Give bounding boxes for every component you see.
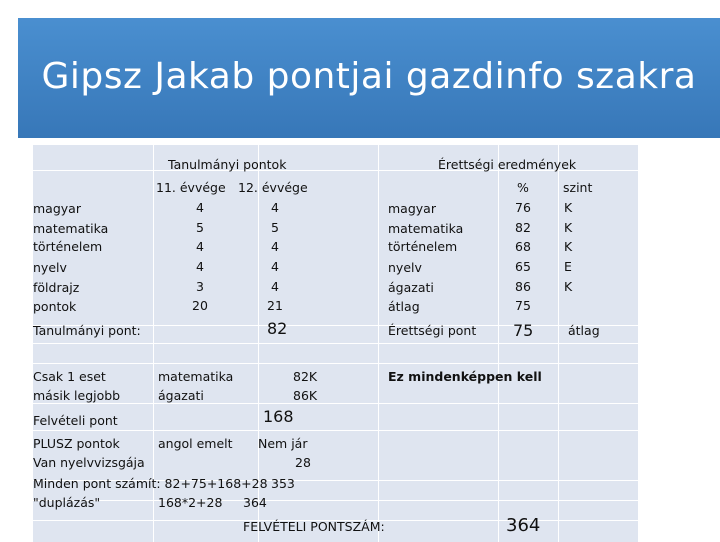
nyelvvizsga-label: Van nyelvvizsgája [33,455,145,470]
ere-level-5: K [564,279,573,294]
felveteli-value: 168 [263,407,294,426]
ere-subject-1: magyar [388,201,436,216]
tan-subject-5: földrajz [33,280,80,295]
tan-subject-4: nyelv [33,260,67,275]
tan-12-1: 4 [271,200,279,215]
tan-12-6: 21 [267,298,283,313]
header-erettsegi: Érettségi eredmények [438,157,577,172]
duplazas-value: 364 [243,495,267,510]
spreadsheet [33,145,638,542]
final-label: FELVÉTELI PONTSZÁM: [243,519,385,534]
header-12: 12. évvége [238,180,308,195]
ere-subject-6: átlag [388,299,420,314]
nemjar: Nem jár [258,436,308,451]
ere-pct-5: 86 [515,279,531,294]
matek-label: matematika [158,369,234,384]
tan-11-1: 4 [196,200,204,215]
nyelvvizsga-value: 28 [295,455,311,470]
minden-label: Minden pont számít: 82+75+168+28 [33,476,268,491]
csak-label: Csak 1 eset [33,369,106,384]
felveteli-label: Felvételi pont [33,413,118,428]
ere-level-1: K [564,200,573,215]
tan-subject-1: magyar [33,201,81,216]
tan-11-2: 5 [196,220,204,235]
tan-11-3: 4 [196,239,204,254]
tan-12-2: 5 [271,220,279,235]
angol-label: angol emelt [158,436,233,451]
ere-level-2: K [564,220,573,235]
note: Ez mindenképpen kell [388,369,542,384]
agazati-value: 86K [293,388,318,403]
ere-subject-2: matematika [388,221,464,236]
tan-11-4: 4 [196,259,204,274]
plusz-label: PLUSZ pontok [33,436,120,451]
final-value: 364 [506,515,541,536]
ere-pct-4: 65 [515,259,531,274]
title-banner [18,18,720,138]
tan-subject-3: történelem [33,239,103,254]
ere-point-label: Érettségi pont [388,323,477,338]
ere-pct-3: 68 [515,239,531,254]
ere-level-3: K [564,239,573,254]
ere-point-value: 75 [513,321,534,340]
tan-12-3: 4 [271,239,279,254]
tan-subject-2: matematika [33,221,109,236]
header-tanulmanyi: Tanulmányi pontok [168,157,287,172]
agazati-label: ágazati [158,388,204,403]
header-percent: % [517,180,529,195]
duplazas-formula: 168*2+28 [158,495,223,510]
minden-value: 353 [271,476,295,491]
atlag-label: átlag [568,323,600,338]
tan-point-value: 82 [267,319,288,338]
header-szint: szint [563,180,593,195]
ere-pct-6: 75 [515,298,531,313]
ere-level-4: E [564,259,572,274]
duplazas-label: "duplázás" [33,495,101,510]
page-title: Gipsz Jakab pontjai gazdinfo szakra [41,56,697,97]
tan-11-5: 3 [196,279,204,294]
tan-11-6: 20 [192,298,208,313]
ere-subject-3: történelem [388,239,458,254]
tan-12-5: 4 [271,279,279,294]
tan-subject-6: pontok [33,299,77,314]
ere-subject-5: ágazati [388,280,434,295]
tan-point-label: Tanulmányi pont: [33,323,141,338]
header-11: 11. évvége [156,180,226,195]
tan-12-4: 4 [271,259,279,274]
ere-pct-1: 76 [515,200,531,215]
matek-value: 82K [293,369,318,384]
masik-label: másik legjobb [33,388,121,403]
ere-pct-2: 82 [515,220,531,235]
ere-subject-4: nyelv [388,260,422,275]
